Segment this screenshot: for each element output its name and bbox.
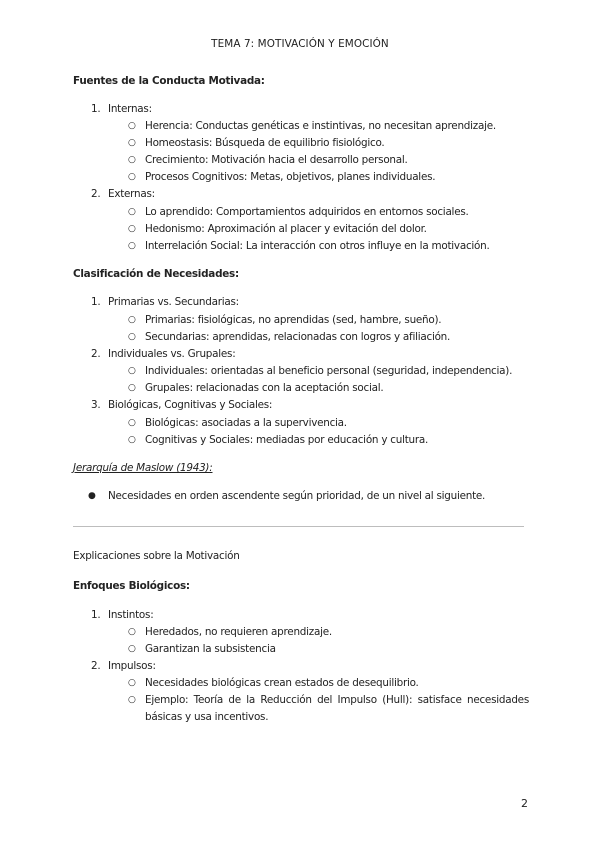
circle-bullet-icon: ○ <box>128 627 136 637</box>
list-item-label: Primarias vs. Secundarias: <box>108 296 239 308</box>
sub-list-item: Ejemplo: Teoría de la Reducción del Impulso (Hull): satisface necesidades básicas y usa incentivos. <box>145 694 529 723</box>
sub-list-item: Primarias: fisiológicas, no aprendidas (sed, hambre, sueño). <box>145 314 442 326</box>
circle-bullet-icon: ○ <box>128 383 136 393</box>
circle-bullet-icon: ○ <box>128 644 136 654</box>
list-item-label: Individuales vs. Grupales: <box>108 348 236 360</box>
circle-bullet-icon: ○ <box>128 315 136 325</box>
circle-bullet-icon: ○ <box>128 241 136 251</box>
sub-list-item: Interrelación Social: La interacción con otros influye en la motivación. <box>145 240 490 252</box>
section-title-fuentes: Fuentes de la Conducta Motivada: <box>73 75 265 87</box>
circle-bullet-icon: ○ <box>128 332 136 342</box>
horizontal-divider <box>73 526 524 527</box>
circle-bullet-icon: ○ <box>128 207 136 217</box>
circle-bullet-icon: ○ <box>128 155 136 165</box>
explicaciones-heading: Explicaciones sobre la Motivación <box>73 550 240 562</box>
page-header: TEMA 7: MOTIVACIÓN Y EMOCIÓN <box>211 38 389 50</box>
list-item-label: Externas: <box>108 188 155 200</box>
sub-list-item: Homeostasis: Búsqueda de equilibrio fisiológico. <box>145 137 385 149</box>
sub-list-item: Secundarias: aprendidas, relacionadas con logros y afiliación. <box>145 331 451 343</box>
list-number: 1. <box>91 103 101 115</box>
circle-bullet-icon: ○ <box>128 435 136 445</box>
sub-list-item: Garantizan la subsistencia <box>145 643 276 655</box>
section-title-enfoques: Enfoques Biológicos: <box>73 580 190 592</box>
sub-list-item: Biológicas: asociadas a la supervivencia. <box>145 417 347 429</box>
list-number: 2. <box>91 660 101 672</box>
list-number: 2. <box>91 188 101 200</box>
sub-list-item: Necesidades biológicas crean estados de desequilibrio. <box>145 677 419 689</box>
sub-list-item: Grupales: relacionadas con la aceptación social. <box>145 382 384 394</box>
circle-bullet-icon: ○ <box>128 138 136 148</box>
page-number: 2 <box>521 797 528 810</box>
sub-list-item: Crecimiento: Motivación hacia el desarrollo personal. <box>145 154 408 166</box>
sub-list-item: Cognitivas y Sociales: mediadas por educación y cultura. <box>145 434 429 446</box>
list-item-label: Impulsos: <box>108 660 156 672</box>
circle-bullet-icon: ○ <box>128 366 136 376</box>
circle-bullet-icon: ○ <box>128 121 136 131</box>
circle-bullet-icon: ○ <box>128 678 136 688</box>
sub-list-item: Hedonismo: Aproximación al placer y evitación del dolor. <box>145 223 427 235</box>
list-item-label: Biológicas, Cognitivas y Sociales: <box>108 399 273 411</box>
circle-bullet-icon: ○ <box>128 172 136 182</box>
list-number: 3. <box>91 399 101 411</box>
list-number: 1. <box>91 296 101 308</box>
sub-list-item: Heredados, no requieren aprendizaje. <box>145 626 332 638</box>
circle-bullet-icon: ○ <box>128 418 136 428</box>
sub-list-item: Herencia: Conductas genéticas e instintivas, no necesitan aprendizaje. <box>145 120 496 132</box>
list-number: 2. <box>91 348 101 360</box>
circle-bullet-icon: ○ <box>128 695 136 705</box>
list-item-label: Internas: <box>108 103 152 115</box>
maslow-title: Jerarquía de Maslow (1943): <box>73 462 213 474</box>
sub-list-item: Individuales: orientadas al beneficio personal (seguridad, independencia). <box>145 365 513 377</box>
sub-list-item: Lo aprendido: Comportamientos adquiridos en entornos sociales. <box>145 206 469 218</box>
disc-bullet-icon: ● <box>88 491 96 501</box>
list-item-label: Instintos: <box>108 609 154 621</box>
section-title-clasificacion: Clasificación de Necesidades: <box>73 268 239 280</box>
list-number: 1. <box>91 609 101 621</box>
circle-bullet-icon: ○ <box>128 224 136 234</box>
sub-list-item: Procesos Cognitivos: Metas, objetivos, planes individuales. <box>145 171 436 183</box>
maslow-bullet: Necesidades en orden ascendente según prioridad, de un nivel al siguiente. <box>108 490 486 502</box>
